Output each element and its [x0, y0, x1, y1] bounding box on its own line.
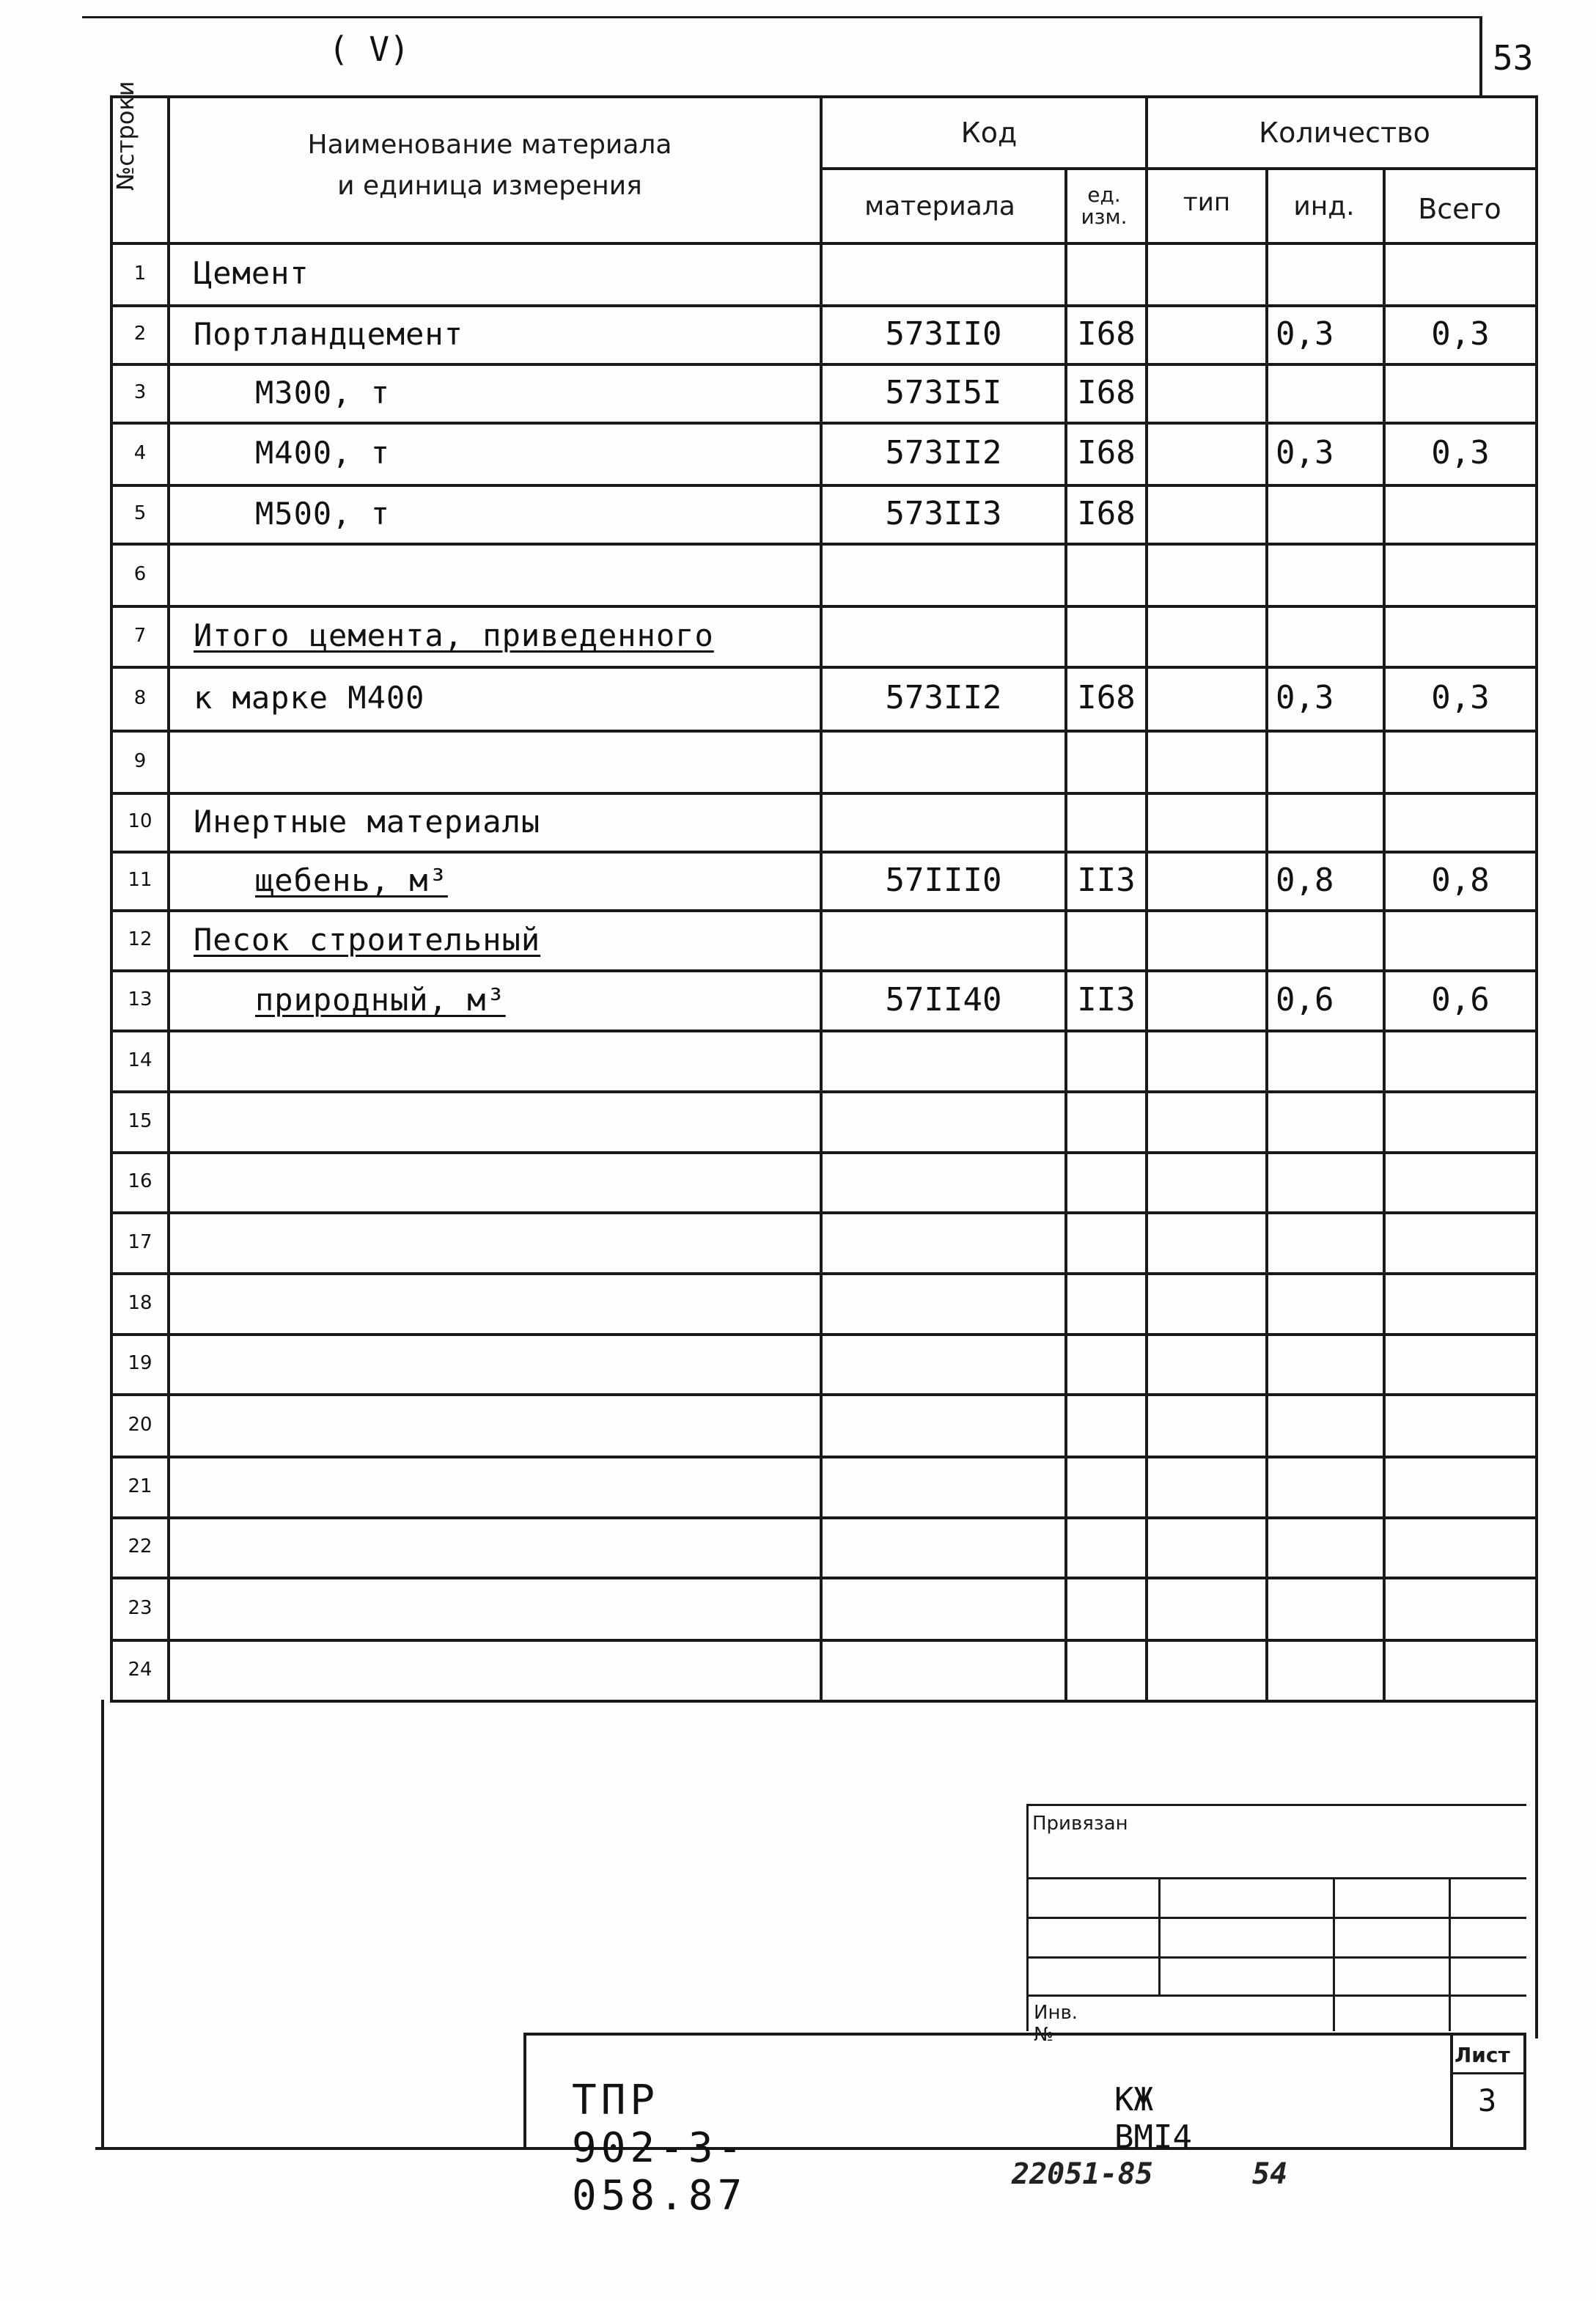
- header-sub-line: [820, 167, 1538, 170]
- row-qty-type: [1148, 363, 1265, 422]
- row-qty-type: [1148, 666, 1265, 730]
- row-code-unit: [1067, 543, 1145, 605]
- row-number: 7: [133, 624, 147, 647]
- table-right-border: [1535, 95, 1538, 1703]
- row-code-unit: [1067, 730, 1145, 792]
- row-qty-type: [1148, 484, 1265, 543]
- stamp-line-4: [1026, 1994, 1526, 1997]
- row-code-material: 573II3: [885, 494, 1002, 532]
- header-code-group: Код: [960, 117, 1018, 149]
- header-qty-group: Количество: [1259, 117, 1430, 149]
- row-code-unit: [1067, 605, 1145, 666]
- row-qty-type: [1148, 242, 1265, 304]
- row-number: 24: [128, 1658, 152, 1681]
- row-code-material: [823, 1090, 1064, 1151]
- row-name: [194, 543, 802, 605]
- row-code-unit: [1067, 1272, 1145, 1333]
- row-number: 11: [128, 869, 152, 891]
- row-name: Портландцемент: [194, 315, 464, 352]
- row-qty-type: [1148, 851, 1265, 909]
- row-number: 2: [133, 323, 147, 345]
- row-qty-total: [1386, 363, 1535, 422]
- row-line: [110, 1700, 1538, 1703]
- row-qty-total: [1386, 730, 1535, 792]
- header-qty-ind: инд.: [1293, 191, 1355, 221]
- row-code-material: 57II40: [885, 980, 1002, 1019]
- row-qty-ind: 0,6: [1276, 980, 1334, 1019]
- row-number: 8: [133, 686, 147, 709]
- title-box-top: [523, 2033, 1526, 2036]
- title-box-sheet-divider: [1450, 2033, 1453, 2150]
- row-qty-type: [1148, 1151, 1265, 1211]
- stamp-vline-1: [1158, 1877, 1161, 1996]
- stamp-line-3: [1026, 1956, 1526, 1959]
- table-top-border: [110, 95, 1538, 98]
- title-designation: ТПР 902-3-058.87: [572, 2077, 747, 2220]
- row-name: [194, 1639, 802, 1700]
- top-mark: ( V): [328, 29, 410, 69]
- row-name: природный, м³: [255, 981, 506, 1018]
- row-number: 20: [128, 1413, 152, 1436]
- row-code-material: 573II2: [885, 434, 1002, 471]
- row-code-material: [823, 1272, 1064, 1333]
- row-name: [194, 730, 802, 792]
- row-number: 9: [133, 749, 147, 772]
- row-number: 17: [128, 1230, 152, 1253]
- row-number: 6: [133, 562, 147, 585]
- row-name: [194, 1333, 802, 1393]
- row-name: Цемент: [194, 255, 309, 291]
- row-qty-ind: [1276, 242, 1383, 304]
- row-qty-ind: [1276, 909, 1383, 969]
- row-number: 1: [133, 262, 147, 285]
- row-qty-ind: [1276, 730, 1383, 792]
- row-name: [194, 1516, 802, 1577]
- row-qty-ind: [1276, 543, 1383, 605]
- row-code-unit: [1067, 1090, 1145, 1151]
- row-code-unit: [1067, 1393, 1145, 1456]
- row-number: 21: [128, 1475, 152, 1497]
- row-name: [194, 1272, 802, 1333]
- frame-right-lower: [1535, 1700, 1538, 2038]
- row-qty-ind: [1276, 605, 1383, 666]
- row-code-material: [823, 1333, 1064, 1393]
- header-row-number: [111, 44, 139, 191]
- row-code-unit: [1067, 1516, 1145, 1577]
- row-qty-type: [1148, 1333, 1265, 1393]
- row-qty-total: [1386, 792, 1535, 851]
- row-qty-total: 0,3: [1431, 315, 1490, 353]
- row-qty-type: [1148, 543, 1265, 605]
- row-qty-ind: 0,8: [1276, 861, 1334, 899]
- row-code-material: [823, 1577, 1064, 1639]
- stamp-inv-label: Инв.: [1034, 2002, 1078, 2024]
- row-qty-ind: [1276, 484, 1383, 543]
- row-code-unit: [1067, 1211, 1145, 1272]
- row-qty-type: [1148, 605, 1265, 666]
- row-name: М400, т: [255, 435, 391, 471]
- row-code-material: [823, 543, 1064, 605]
- row-number: 14: [128, 1049, 152, 1071]
- row-number: 4: [133, 441, 147, 464]
- row-qty-type: [1148, 1393, 1265, 1456]
- row-qty-type: [1148, 1577, 1265, 1639]
- row-code-unit: [1067, 1030, 1145, 1090]
- row-qty-total: 0,8: [1431, 861, 1490, 899]
- page-bottom-line: [95, 2147, 528, 2150]
- row-name: М500, т: [255, 495, 391, 532]
- row-qty-total: 0,6: [1431, 980, 1490, 1019]
- row-name: [194, 1090, 802, 1151]
- title-mark: КЖ ВМI4: [1114, 2081, 1192, 2156]
- stamp-line-2: [1026, 1917, 1526, 1919]
- row-qty-ind: [1276, 1516, 1383, 1577]
- row-name: [194, 1393, 802, 1456]
- stamp-vline-3: [1449, 1877, 1451, 2031]
- row-qty-total: [1386, 1393, 1535, 1456]
- row-code-material: [823, 605, 1064, 666]
- row-qty-ind: [1276, 1030, 1383, 1090]
- row-name: [194, 1030, 802, 1090]
- row-number: 13: [128, 988, 152, 1010]
- row-qty-ind: [1276, 363, 1383, 422]
- stamp-privyazan-label: Привязан: [1032, 1813, 1128, 1835]
- row-qty-ind: [1276, 1393, 1383, 1456]
- footer-number: 54: [1252, 2157, 1288, 2191]
- sheet-value: 3: [1478, 2082, 1497, 2118]
- stamp-privyazan-top: [1026, 1804, 1526, 1806]
- row-qty-total: [1386, 1333, 1535, 1393]
- row-qty-ind: [1276, 1272, 1383, 1333]
- row-qty-total: [1386, 1151, 1535, 1211]
- row-qty-type: [1148, 1211, 1265, 1272]
- row-qty-total: [1386, 1456, 1535, 1516]
- stamp-line-1: [1026, 1877, 1526, 1879]
- row-qty-type: [1148, 1272, 1265, 1333]
- row-qty-type: [1148, 422, 1265, 484]
- row-number: 5: [133, 502, 147, 524]
- header-qty-type: тип: [1183, 188, 1231, 217]
- row-code-unit: I68: [1077, 494, 1136, 532]
- row-qty-type: [1148, 909, 1265, 969]
- row-code-material: 57III0: [885, 861, 1002, 899]
- row-code-material: [823, 1456, 1064, 1516]
- row-qty-total: 0,3: [1431, 434, 1490, 471]
- row-code-unit: [1067, 242, 1145, 304]
- row-number: 15: [128, 1109, 152, 1132]
- row-code-unit: I68: [1077, 434, 1136, 471]
- row-qty-total: [1386, 484, 1535, 543]
- row-code-material: 573II2: [885, 679, 1002, 716]
- row-qty-total: [1386, 242, 1535, 304]
- row-name: [194, 1151, 802, 1211]
- row-name: Инертные материалы: [194, 803, 541, 840]
- header-row-number-label: №строки: [111, 81, 139, 191]
- row-code-unit: I68: [1077, 373, 1136, 411]
- row-qty-ind: [1276, 1577, 1383, 1639]
- row-qty-type: [1148, 1030, 1265, 1090]
- title-box-right: [1523, 2033, 1526, 2150]
- row-qty-type: [1148, 792, 1265, 851]
- row-code-material: 573I5I: [885, 373, 1002, 411]
- row-qty-total: [1386, 1577, 1535, 1639]
- row-qty-total: [1386, 1090, 1535, 1151]
- header-name: Наименование материала и единица измерения: [307, 130, 672, 201]
- row-code-material: [823, 909, 1064, 969]
- page-number: 53: [1493, 38, 1534, 78]
- row-qty-total: [1386, 1639, 1535, 1700]
- header-code-unit: ед. изм.: [1081, 183, 1128, 229]
- row-qty-total: [1386, 1516, 1535, 1577]
- row-name: [194, 1211, 802, 1272]
- page-number-box-left: [1479, 16, 1482, 98]
- row-code-unit: [1067, 909, 1145, 969]
- row-code-unit: [1067, 792, 1145, 851]
- col-divider-name: [167, 95, 170, 1703]
- row-qty-ind: 0,3: [1276, 315, 1334, 353]
- row-code-material: [823, 1030, 1064, 1090]
- footer-handwritten-number: 22051-85: [1012, 2157, 1153, 2191]
- row-name: к марке М400: [194, 680, 425, 716]
- row-qty-type: [1148, 1516, 1265, 1577]
- col-divider-ind: [1265, 167, 1268, 1703]
- row-code-unit: [1067, 1577, 1145, 1639]
- top-border-line: [82, 16, 1481, 18]
- row-code-material: [823, 1211, 1064, 1272]
- row-qty-total: [1386, 605, 1535, 666]
- row-code-unit: II3: [1077, 861, 1136, 899]
- header-qty-total: Всего: [1418, 193, 1501, 225]
- row-name: щебень, м³: [255, 862, 448, 898]
- row-qty-type: [1148, 969, 1265, 1030]
- row-qty-type: [1148, 730, 1265, 792]
- row-number: 19: [128, 1352, 152, 1374]
- row-code-unit: [1067, 1333, 1145, 1393]
- row-qty-type: [1148, 304, 1265, 363]
- row-number: 23: [128, 1596, 152, 1619]
- row-code-unit: [1067, 1151, 1145, 1211]
- row-code-material: [823, 730, 1064, 792]
- row-code-unit: I68: [1077, 679, 1136, 716]
- row-qty-ind: [1276, 1090, 1383, 1151]
- row-qty-total: [1386, 543, 1535, 605]
- row-qty-ind: 0,3: [1276, 434, 1334, 471]
- row-qty-total: [1386, 1272, 1535, 1333]
- row-qty-ind: [1276, 1639, 1383, 1700]
- row-code-material: [823, 242, 1064, 304]
- row-code-material: 573II0: [885, 315, 1002, 353]
- sheet-label: Лист: [1455, 2043, 1510, 2067]
- row-qty-ind: 0,3: [1276, 679, 1334, 716]
- row-code-unit: II3: [1077, 980, 1136, 1019]
- row-code-unit: [1067, 1639, 1145, 1700]
- stamp-vline-2: [1333, 1877, 1335, 2031]
- row-name: [194, 1456, 802, 1516]
- row-qty-type: [1148, 1090, 1265, 1151]
- row-number: 10: [128, 810, 152, 832]
- row-qty-type: [1148, 1639, 1265, 1700]
- row-qty-total: [1386, 1030, 1535, 1090]
- row-code-material: [823, 1639, 1064, 1700]
- row-code-material: [823, 792, 1064, 851]
- row-qty-ind: [1276, 1211, 1383, 1272]
- row-qty-total: 0,3: [1431, 679, 1490, 716]
- row-code-material: [823, 1393, 1064, 1456]
- row-name: [194, 1577, 802, 1639]
- header-code-material: материала: [864, 191, 1015, 221]
- row-number: 16: [128, 1170, 152, 1192]
- row-name: Итого цемента, приведенного: [194, 617, 714, 653]
- row-qty-type: [1148, 1456, 1265, 1516]
- title-box-sheet-line: [1450, 2072, 1526, 2074]
- row-number: 12: [128, 928, 152, 950]
- row-code-unit: I68: [1077, 315, 1136, 353]
- row-name: Песок строительный: [194, 921, 541, 958]
- row-qty-ind: [1276, 792, 1383, 851]
- row-qty-total: [1386, 909, 1535, 969]
- row-qty-ind: [1276, 1333, 1383, 1393]
- row-qty-ind: [1276, 1456, 1383, 1516]
- row-number: 18: [128, 1291, 152, 1314]
- row-code-unit: [1067, 1456, 1145, 1516]
- row-number: 3: [133, 381, 147, 403]
- row-number: 22: [128, 1535, 152, 1557]
- row-code-material: [823, 1516, 1064, 1577]
- title-box-left: [523, 2033, 526, 2150]
- row-name: М300, т: [255, 374, 391, 411]
- frame-left-lower: [101, 1700, 104, 2150]
- row-qty-ind: [1276, 1151, 1383, 1211]
- row-qty-total: [1386, 1211, 1535, 1272]
- row-code-material: [823, 1151, 1064, 1211]
